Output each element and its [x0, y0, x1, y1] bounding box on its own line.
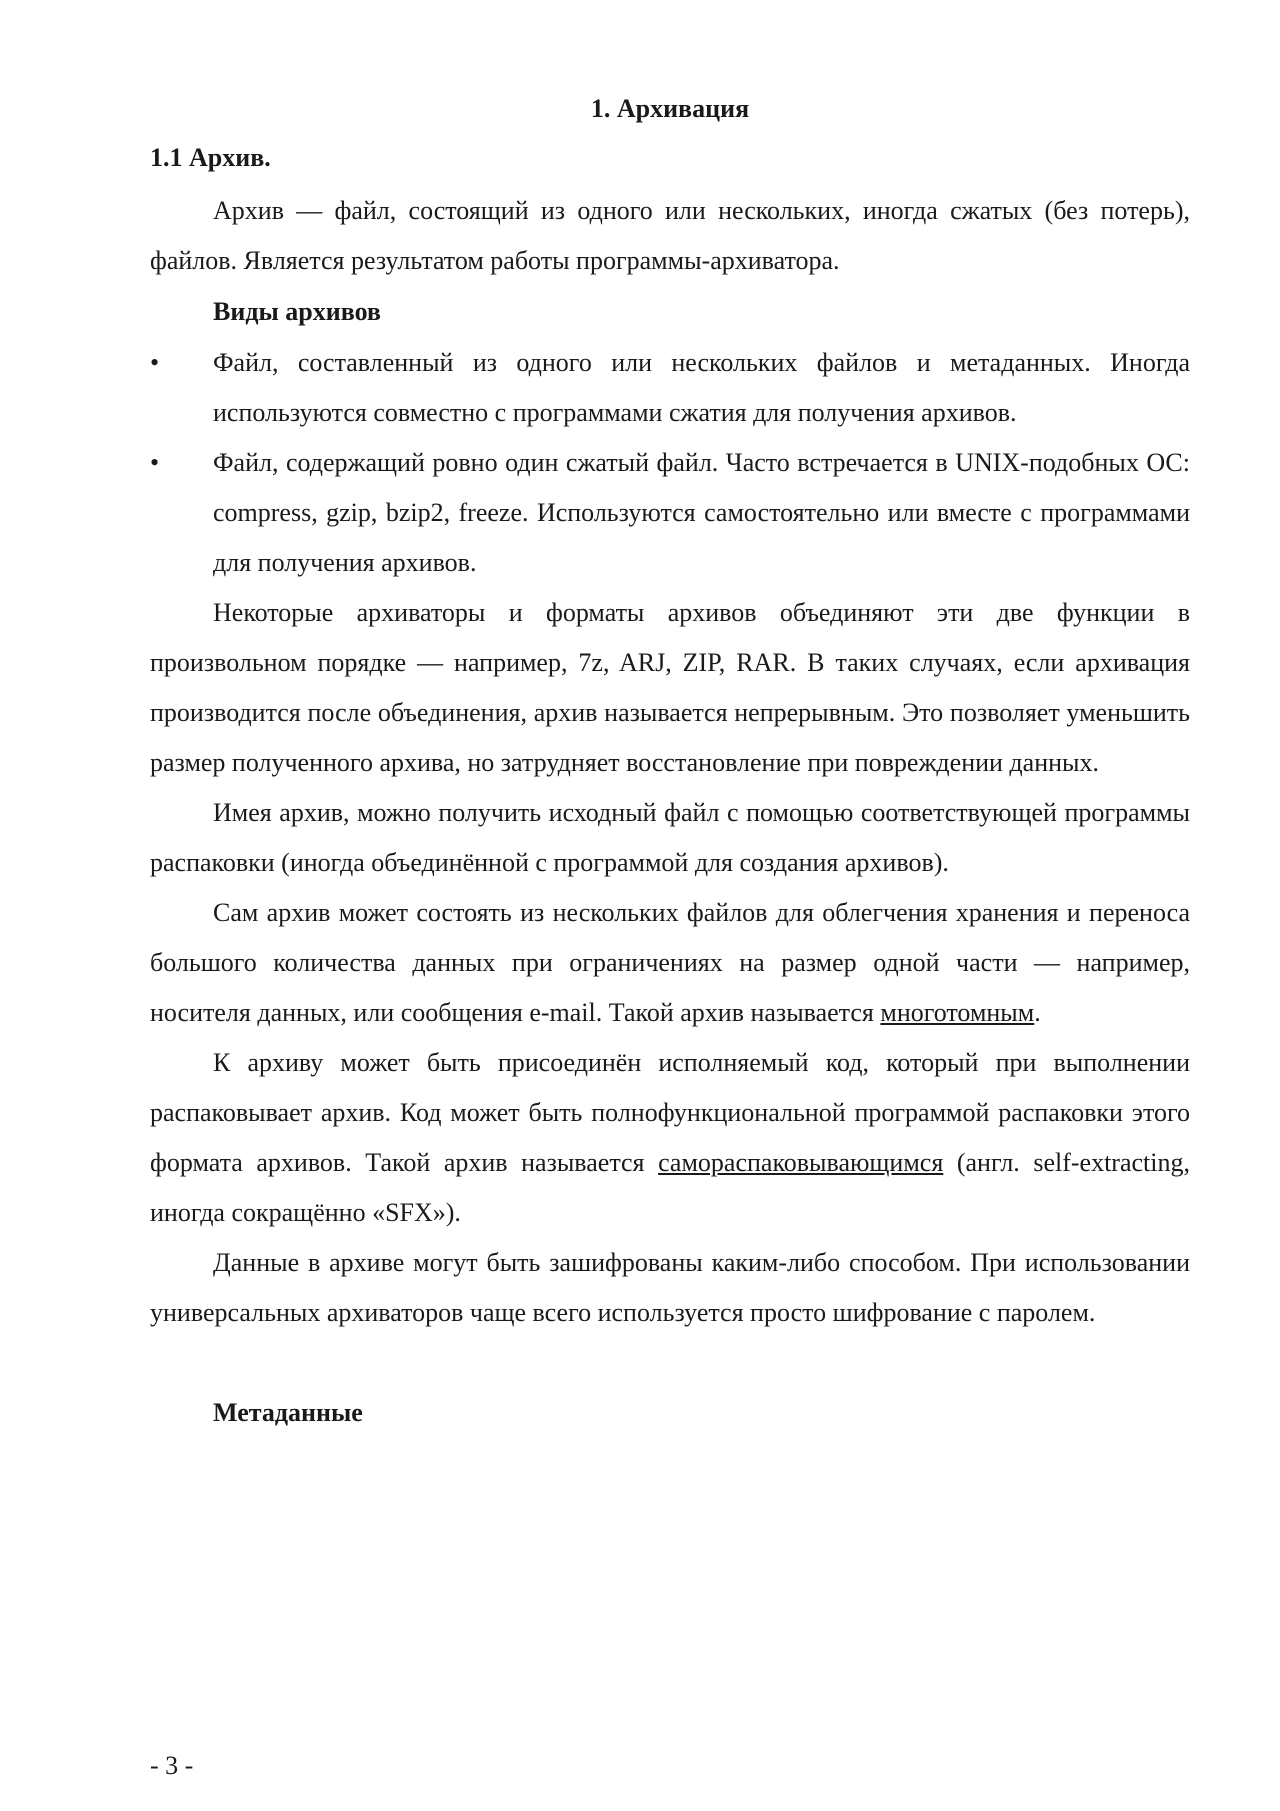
solid-archive-paragraph: Некоторые архиваторы и форматы архивов объединяют эти две функции в произвольном порядке — например, 7z, ARJ, ZIP, RAR. В таких случаях, если архивация производится после объединения, архив называется непрерывным. Это позволяет уменьшить размер полученного архива, но затрудняет восстановление при повреждении данных. [150, 598, 1190, 777]
multivolume-end: . [1034, 998, 1041, 1027]
metadata-heading: Метаданные [213, 1398, 363, 1427]
bullet-icon: • [150, 348, 160, 377]
chapter-title: 1. Архивация [590, 94, 750, 123]
multivolume-paragraph [150, 888, 1190, 1038]
extraction-paragraph: Имея архив, можно получить исходный файл с помощью соответствующей программы распаковки (иногда объединённой с программой для создания архивов). [150, 798, 1190, 877]
list-item [150, 338, 1190, 438]
page-content [150, 88, 1190, 1438]
sfx-end: (англ. self-extracting, иногда сокращённо «SFX»). [150, 1148, 1190, 1227]
sfx-text: К архиву может быть присоединён исполняемый код, который при выполнении распаковывает архив. Код может быть полнофункциональной программой распаковки этого формата архивов. Такой архив называется [150, 1048, 1190, 1177]
page-number: - 3 - [150, 1751, 194, 1780]
list-item-text: Файл, составленный из одного или нескольких файлов и метаданных. Иногда используются совместно с программами сжатия для получения архивов. [213, 348, 1190, 427]
sfx-term-link[interactable]: самораспаковывающимся [658, 1148, 944, 1177]
encryption-paragraph: Данные в архиве могут быть зашифрованы каким-либо способом. При использовании универсальных архиваторов чаще всего используется просто шифрование с паролем. [150, 1248, 1190, 1327]
bullet-icon: • [150, 448, 160, 477]
list-item-text: Файл, содержащий ровно один сжатый файл. Часто встречается в UNIX-подобных ОС: compress, gzip, bzip2, freeze. Используются самостоятельно или вместе с программами для получения архивов. [213, 448, 1190, 577]
section-title: 1.1 Архив. [150, 143, 271, 172]
intro-paragraph: Архив — файл, состоящий из одного или нескольких, иногда сжатых (без потерь), файлов. Является результатом работы программы-архиватора. [150, 196, 1190, 275]
kinds-heading: Виды архивов [213, 297, 381, 326]
multivolume-text: Сам архив может состоять из нескольких файлов для облегчения хранения и переноса большого количества данных при ограничениях на размер одной части — например, носителя данных, или сообщения e-mail. Такой архив называется [150, 898, 1190, 1027]
kinds-list [150, 338, 1190, 588]
multivolume-term-link[interactable]: многотомным [880, 998, 1035, 1027]
sfx-paragraph [150, 1038, 1190, 1238]
list-item [150, 438, 1190, 588]
